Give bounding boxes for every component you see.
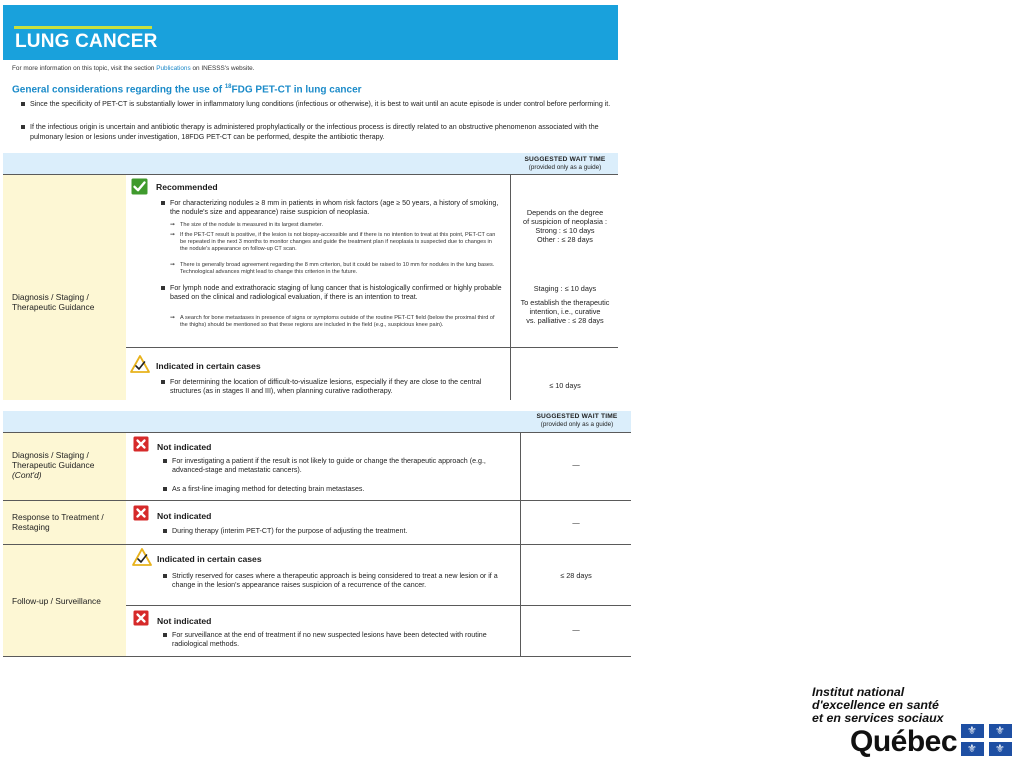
rec-wait-1-line-1: Depends on the degree xyxy=(526,208,604,217)
logo-line-2: d'excellence en santé xyxy=(812,698,939,712)
wait-header-sub-2: (provided only as a guide) xyxy=(540,421,614,428)
bullet-square xyxy=(21,102,25,106)
row1-item-1 xyxy=(172,457,512,475)
bullet-square xyxy=(21,125,25,129)
row2-bottom-rule xyxy=(3,544,631,545)
bullet-square xyxy=(163,574,167,578)
row2-label-line-2: Restaging xyxy=(12,522,50,532)
general-title-pre: General considerations regarding the use of xyxy=(12,84,225,96)
arrow-icon: ➞ xyxy=(170,222,176,228)
table1-wait-header xyxy=(513,156,617,172)
rec-wait-2b-line-3: vs. palliative : ≤ 28 days xyxy=(526,316,604,325)
info-suffix: on INESSS's website. xyxy=(190,65,255,72)
rec-item-1-text: For characterizing nodules ≥ 8 mm in patients in whom risk factors (age ≥ 50 years, a history of smoking, the nodule's size and appearance) raise suspicion of neoplasia. xyxy=(170,199,499,216)
title-banner xyxy=(3,5,618,60)
rec-sub-2 xyxy=(170,232,500,254)
table1-row-label: Diagnosis / Staging / Therapeutic Guidance xyxy=(12,292,95,312)
status-not-indicated-3: Not indicated xyxy=(157,616,212,626)
row1-item-2-text: As a first-line imaging method for detecting brain metastases. xyxy=(172,485,365,493)
rec-sub-4-text: A search for bone metastases in presence of signs or symptoms outside of the routine PET-CT field (below the proximal third of the thighs) should be mentioned so that these regions are included in the field (e.g., suspicious knee pain). xyxy=(180,315,495,329)
publications-link[interactable]: Publications xyxy=(156,65,191,72)
rec-sub-1-text: The size of the nodule is measured in its largest diameter. xyxy=(180,222,324,228)
rec-wait-1-line-4: Other : ≤ 28 days xyxy=(537,235,593,244)
certain-item-text: For determining the location of difficult-to-visualize lesions, especially if they are close to the central structures (as in stages II and III), when planning curative radiotherapy. xyxy=(170,378,482,395)
rec-item-2-text: For lymph node and extrathoracic staging of lung cancer that is histologically confirmed or highly probable based on the clinical and radiological evaluation, if there is an intention to treat. xyxy=(170,284,502,301)
rec-wait-2b-line-2: intention, i.e., curative xyxy=(529,307,601,316)
arrow-icon: ➞ xyxy=(170,315,176,321)
row2-item xyxy=(172,527,512,536)
logo-quebec: Québec xyxy=(850,725,958,758)
status-certain-cases-2: Indicated in certain cases xyxy=(157,554,262,564)
rec-sub-3-text: There is generally broad agreement regarding the 8 mm criterion, but it could be raised to 10 mm for nodules in the lung bases. Technological advances might lead to change this criterion in the future. xyxy=(180,262,495,276)
row2-item-text: During therapy (interim PET-CT) for the purpose of adjusting the treatment. xyxy=(172,527,408,535)
bullet-square xyxy=(163,529,167,533)
general-bullet-2-text: If the infectious origin is uncertain and antibiotic therapy is administered prophylactically or the infectious process is directly related to an obstructive phenomenon associated with the pulmonary lesion or lesions under investigation, 18FDG PET-CT can be performed, despite the antibiotic therapy. xyxy=(30,123,599,141)
wait-header-title: SUGGESTED WAIT TIME xyxy=(524,156,606,163)
row3-certain-item xyxy=(172,572,512,590)
rec-sub-2-text: If the PET-CT result is positive, if the lesion is not biopsy-accessible and if there is no intention to treat at this point, PET-CT can be repeated in the next 3 months to monitor changes and guide the treatment plan if neoplasia is suspected due to changes in the nodule's appearance on follow-up CT scan. xyxy=(180,232,496,253)
bullet-square xyxy=(163,459,167,463)
table1-wait-divider xyxy=(510,175,511,400)
rec-item-2 xyxy=(170,284,502,302)
row1-item-1-text: For investigating a patient if the result is not likely to guide or change the therapeutic approach (e.g., advanced-stage and metastatic cancers). xyxy=(172,457,486,474)
row1-label-line-3: (Cont'd) xyxy=(12,470,42,480)
row2-wait: — xyxy=(572,518,580,527)
general-bullet-2 xyxy=(30,123,630,142)
wait-header-title-2: SUGGESTED WAIT TIME xyxy=(536,413,618,420)
bullet-square xyxy=(161,380,165,384)
status-not-indicated-2: Not indicated xyxy=(157,511,212,521)
certain-wait: ≤ 10 days xyxy=(549,381,581,390)
cross-icon xyxy=(133,505,149,521)
quebec-flag-icon: ⚜ ⚜ ⚜ ⚜ xyxy=(961,724,1014,757)
rec-wait-2a: Staging : ≤ 10 days xyxy=(533,284,597,293)
general-title-sup: 18 xyxy=(224,84,232,90)
rec-wait-1-line-2: of suspicion of neoplasia : xyxy=(523,217,607,226)
rec-wait-1 xyxy=(513,208,617,244)
row3-not-item xyxy=(172,631,512,649)
row1-bottom-rule xyxy=(3,500,631,501)
row2-label-line-1: Response to Treatment / xyxy=(12,512,104,522)
bullet-square xyxy=(163,487,167,491)
cross-icon xyxy=(133,610,149,626)
bullet-square xyxy=(163,633,167,637)
rec-sub-3 xyxy=(170,262,500,276)
rec-sub-4 xyxy=(170,315,500,329)
general-bullet-1 xyxy=(30,100,630,110)
info-prefix: For more information on this topic, visit the section xyxy=(12,65,157,72)
status-not-indicated-1: Not indicated xyxy=(157,442,212,452)
cross-icon xyxy=(133,436,149,452)
table1-label-col xyxy=(3,175,126,400)
rec-wait-2b xyxy=(513,298,617,325)
row1-label-line-1: Diagnosis / Staging / xyxy=(12,450,89,460)
row3-mid-rule xyxy=(126,605,631,606)
status-recommended: Recommended xyxy=(156,182,218,192)
warning-check-icon xyxy=(132,548,152,566)
row3-label: Follow-up / Surveillance xyxy=(12,596,101,606)
row3-not-wait: — xyxy=(572,625,580,634)
bullet-square xyxy=(161,286,165,290)
logo-line-1: Institut national xyxy=(812,685,905,699)
rec-wait-2b-line-1: To establish the therapeutic xyxy=(520,298,610,307)
info-line xyxy=(12,65,254,72)
table1-mid-rule xyxy=(126,347,618,348)
general-bullet-1-text: Since the specificity of PET-CT is substantially lower in inflammatory lung conditions (infectious or otherwise), it is best to wait until an acute episode is under control before performing it. xyxy=(30,100,611,108)
row3-certain-item-text: Strictly reserved for cases where a therapeutic approach is being considered to treat a new lesion or if a change in the lesion's appearance raises suspicion of a recurrence of the cancer. xyxy=(172,572,498,589)
row1-label-line-2: Therapeutic Guidance xyxy=(12,460,95,470)
table2-wait-header xyxy=(524,413,630,429)
general-title-post: FDG PET-CT in lung cancer xyxy=(231,84,362,96)
logo-line-3: et en services sociaux xyxy=(812,711,944,725)
wait-header-sub: (provided only as a guide) xyxy=(528,164,602,171)
page-title: LUNG CANCER xyxy=(15,31,158,52)
warning-check-icon xyxy=(130,355,150,373)
arrow-icon: ➞ xyxy=(170,232,176,238)
row1-label xyxy=(12,450,122,480)
check-icon xyxy=(131,178,148,195)
bullet-square xyxy=(161,201,165,205)
rec-sub-1 xyxy=(170,222,500,229)
row3-certain-wait: ≤ 28 days xyxy=(560,571,592,580)
row1-item-2 xyxy=(172,485,512,494)
row2-label xyxy=(12,512,124,532)
row1-wait: — xyxy=(572,460,580,469)
certain-item xyxy=(170,378,502,396)
rec-wait-1-line-3: Strong : ≤ 10 days xyxy=(535,226,595,235)
arrow-icon: ➞ xyxy=(170,262,176,268)
accent-line xyxy=(14,26,152,29)
status-certain-cases: Indicated in certain cases xyxy=(156,361,261,371)
table2-bottom-rule xyxy=(3,656,631,657)
row3-not-item-text: For surveillance at the end of treatment if no new suspected lesions have been detected with routine radiological methods. xyxy=(172,631,487,648)
inesss-quebec-logo xyxy=(812,686,1022,766)
rec-item-1 xyxy=(170,199,502,217)
general-considerations-title xyxy=(12,84,362,95)
